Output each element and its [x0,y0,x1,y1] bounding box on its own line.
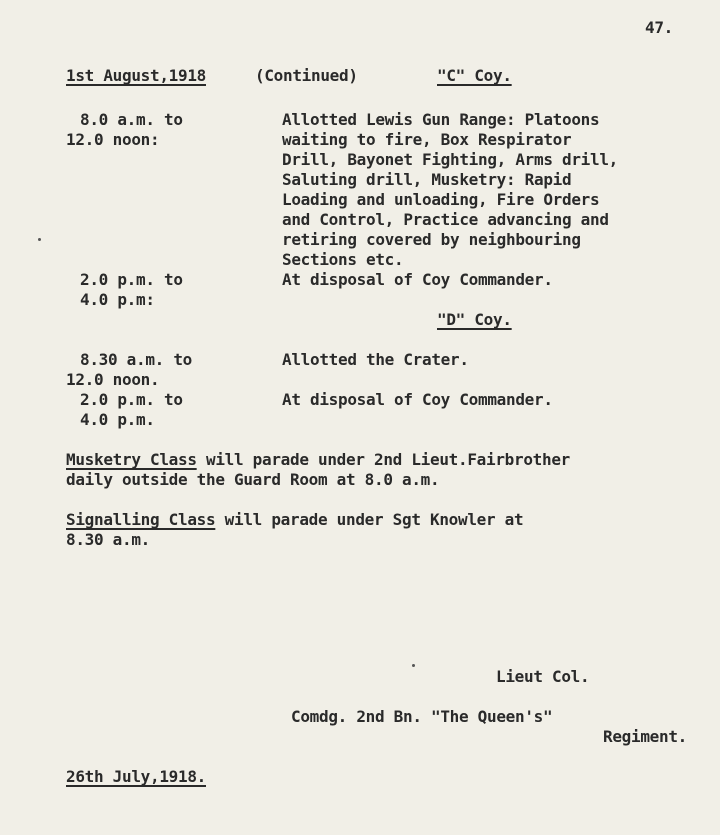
d-entry1-time-line2: 12.0 noon. [66,370,160,389]
signature-rank: Lieut Col. [496,667,590,686]
signalling-line1 [66,510,523,530]
c-entry1-time-line2: 12.0 noon: [66,130,160,149]
c-entry1-activity-line2: waiting to fire, Box Respirator [282,130,572,149]
d-entry2-activity-line1: At disposal of Coy Commander. [282,390,553,409]
musketry-line1 [66,450,570,470]
signalling-label: Signalling Class [66,510,216,529]
c-entry1-activity-line8: Sections etc. [282,250,404,269]
musketry-line2: daily outside the Guard Room at 8.0 a.m. [66,470,440,489]
header-date: 1st August,1918 [66,66,206,85]
c-entry1-activity-line5: Loading and unloading, Fire Orders [282,190,600,209]
c-entry1-activity-line6: and Control, Practice advancing and [282,210,609,229]
c-entry1-activity-line3: Drill, Bayonet Fighting, Arms drill, [282,150,618,169]
signature-line2: Regiment. [603,727,687,746]
c-entry2-activity-line1: At disposal of Coy Commander. [282,270,553,289]
c-entry2-time-line1: 2.0 p.m. to [80,270,183,289]
signature-line1: Comdg. 2nd Bn. "The Queen's" [291,707,553,726]
c-entry2-time-line2: 4.0 p.m: [80,290,155,309]
musketry-label: Musketry Class [66,450,197,469]
c-entry1-activity-line4: Saluting drill, Musketry: Rapid [282,170,572,189]
d-entry2-time-line2: 4.0 p.m. [80,410,155,429]
d-coy-heading: "D" Coy. [437,310,512,329]
c-entry1-activity-line7: retiring covered by neighbouring [282,230,581,249]
paper-speck [412,664,415,667]
header-continued: (Continued) [255,66,358,85]
d-entry1-activity-line1: Allotted the Crater. [282,350,469,369]
page-number: 47. [645,18,673,37]
c-entry1-time-line1: 8.0 a.m. to [80,110,183,129]
d-entry2-time-line1: 2.0 p.m. to [80,390,183,409]
header-company-c: "C" Coy. [437,66,512,85]
c-entry1-activity-line1: Allotted Lewis Gun Range: Platoons [282,110,600,129]
paper-speck [38,238,41,241]
footer-date: 26th July,1918. [66,767,206,786]
signalling-line2: 8.30 a.m. [66,530,150,549]
musketry-line1-rest: will parade under 2nd Lieut.Fairbrother [196,450,570,469]
d-entry1-time-line1: 8.30 a.m. to [80,350,192,369]
signalling-line1-rest: will parade under Sgt Knowler at [215,510,524,529]
